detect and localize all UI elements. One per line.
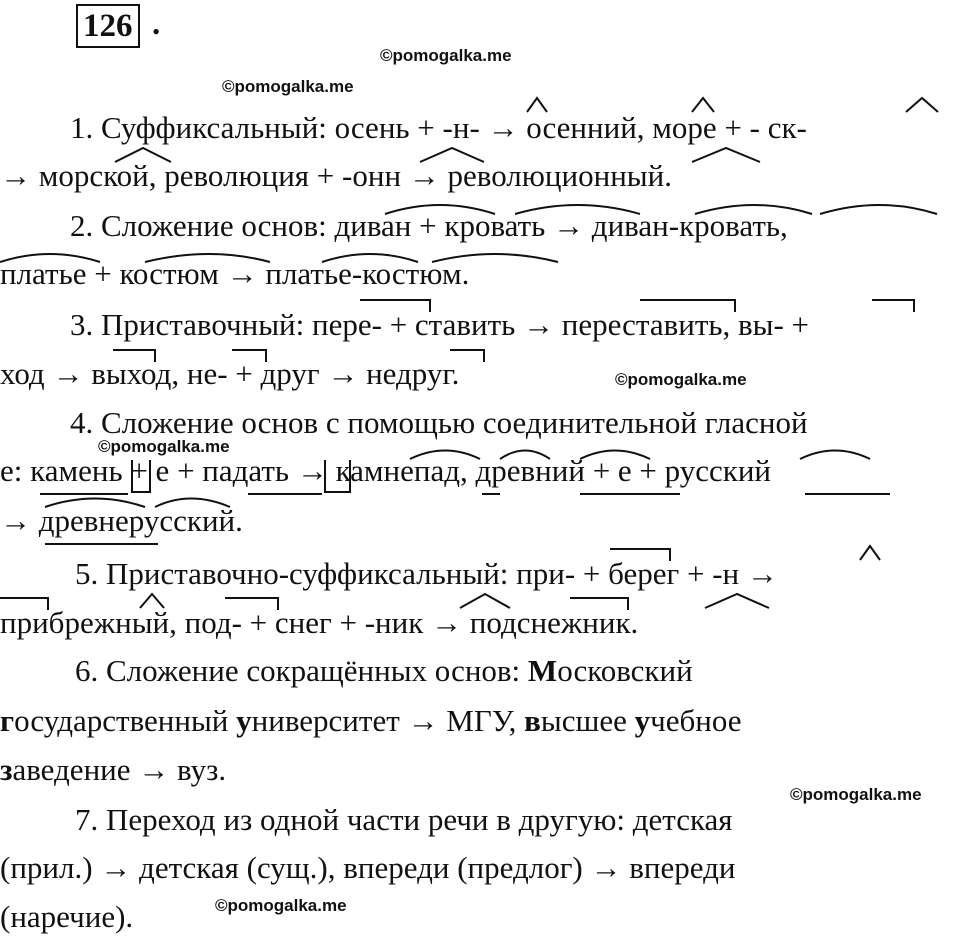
item-7-line-2: (прил.) → детская (сущ.), впереди (предлог) → впереди (0, 850, 736, 885)
item-4-line-1: 4. Сложение основ с помощью соединительной гласной (70, 405, 808, 440)
item-6-line-2: государственный университет → МГУ, высшее учебное (0, 703, 742, 738)
item-1-line-2: → морской, революция + -онн → революционный. (0, 158, 672, 193)
watermark: ©pomogalka.me (215, 896, 347, 915)
item-4-line-3: → древнерусский. (0, 503, 243, 538)
item-1-line-1: 1. Суффиксальный: осень + -н- → осенний, море + - ск- (70, 110, 807, 145)
item-6-line-3: заведение → вуз. (0, 752, 227, 787)
task-number-dot: . (152, 6, 161, 42)
item-7-line-3: (наречие). (0, 899, 134, 934)
item-2-line-2: платье + костюм → платье-костюм. (0, 256, 470, 291)
item-4-line-2: е: камень + е + падать → камнепад, древний + е + русский (0, 453, 772, 488)
item-2-line-1: 2. Сложение основ: диван + кровать → диван-кровать, (70, 208, 788, 243)
watermark: ©pomogalka.me (98, 437, 230, 456)
item-3-line-1: 3. Приставочный: пере- + ставить → переставить, вы- + (70, 307, 810, 342)
item-7-line-1: 7. Переход из одной части речи в другую: детская (75, 802, 733, 837)
item-6-line-1: 6. Сложение сокращённых основ: Московский (75, 653, 693, 688)
watermark: ©pomogalka.me (615, 370, 747, 389)
watermark: ©pomogalka.me (222, 77, 354, 96)
watermark: ©pomogalka.me (380, 46, 512, 65)
watermark: ©pomogalka.me (790, 785, 922, 804)
task-number: 126 (76, 4, 140, 48)
item-3-line-2: ход → выход, не- + друг → недруг. (0, 356, 460, 391)
item-5-line-1: 5. Приставочно-суффиксальный: при- + берег + -н → (75, 556, 778, 591)
item-5-line-2: прибрежный, под- + снег + -ник → подснежник. (0, 605, 639, 640)
